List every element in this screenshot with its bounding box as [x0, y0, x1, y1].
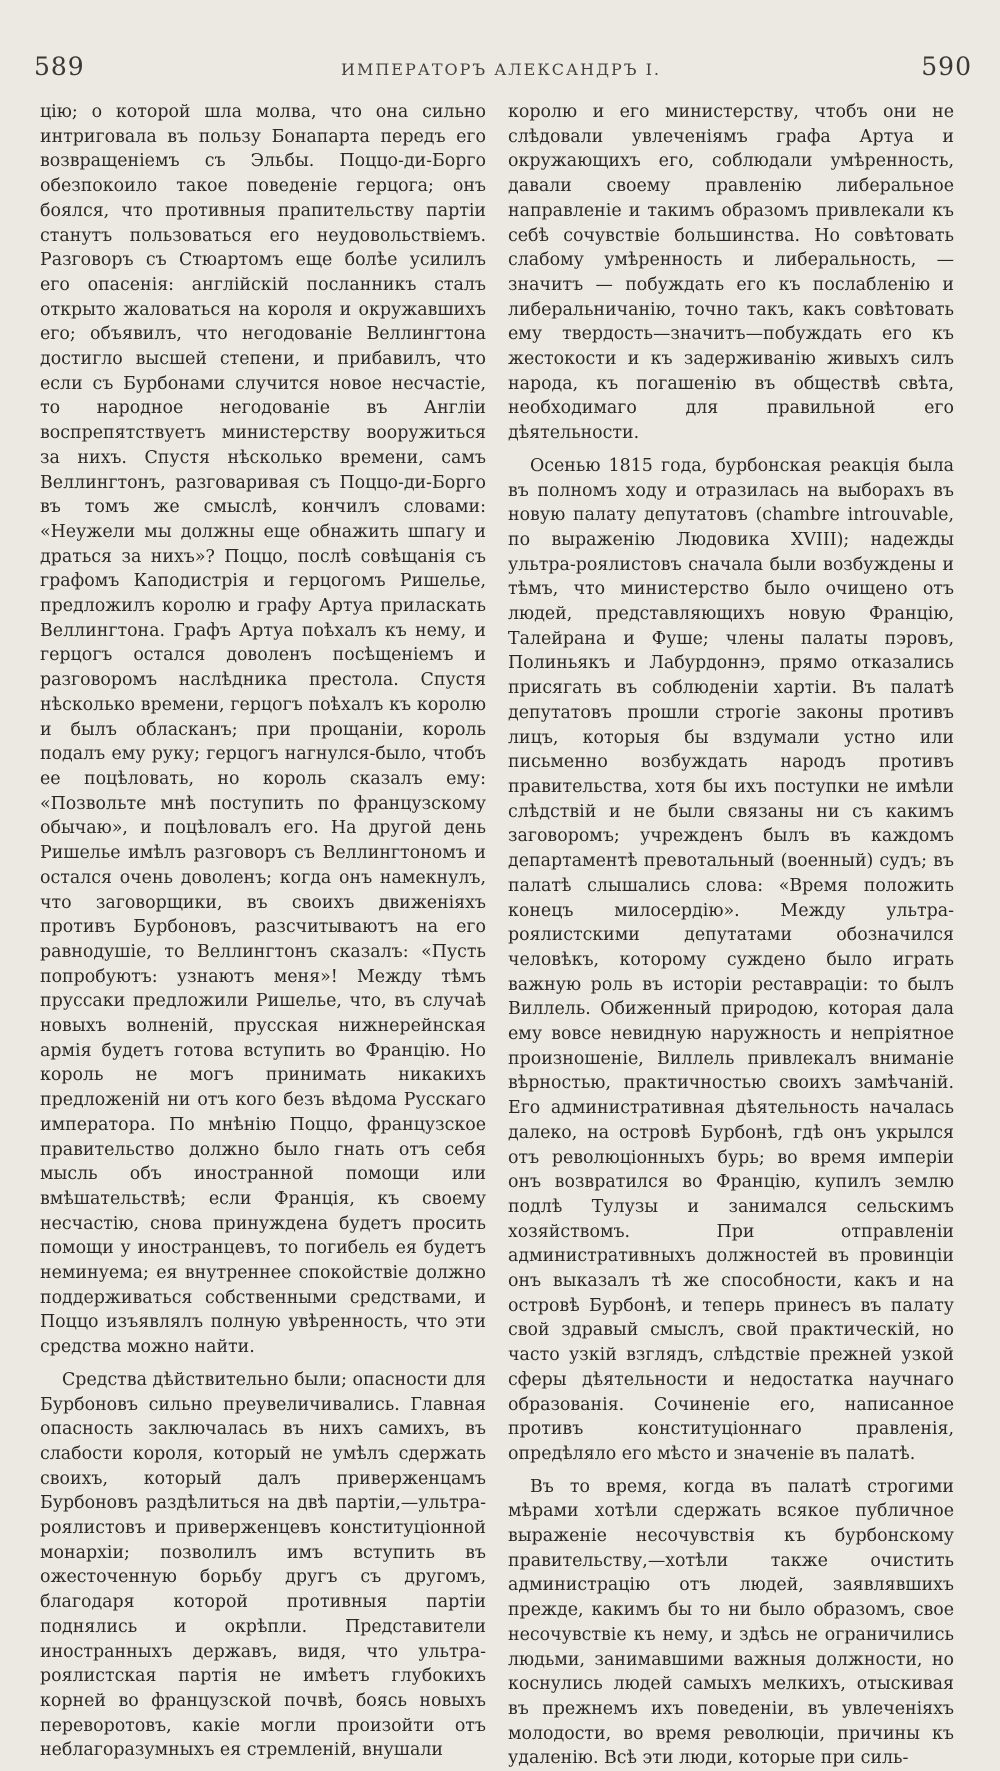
page-number-left: 589 [34, 52, 85, 81]
page-header [30, 52, 972, 92]
text-column-right [508, 100, 954, 1771]
paragraph: Въ то время, когда въ палатѣ строгими мѣрами хотѣли сдержать всякое публичное выраженіе несочувствія къ бурбонскому правительству,—хотѣли также очистить администрацію отъ людей, заявлявшихъ прежде, какимъ бы то ни было образомъ, свое несочувствіе къ нему, и здѣсь не ограничились людьми, занимавшими важныя должности, но коснулись людей самыхъ мелкихъ, отыскивая въ прежнемъ ихъ поведеніи, въ увлеченіяхъ молодости, во время революціи, причины къ удаленію. Всѣ эти люди, которые при силь- [508, 1476, 954, 1769]
paragraph: цію; о которой шла молва, что она сильно интриговала въ пользу Бонапарта передъ его возвращеніемъ съ Эльбы. Поццо-ди-Борго обезпокоило такое поведеніе герцога; онъ боялся, что противныя прапительству партіи станутъ пользоваться его неудовольствіемъ. Разговоръ съ Стюартомъ еще болѣе усилилъ его опасенія: англійскій посланникъ сталъ открыто жаловаться на короля и окружавшихъ его; объявилъ, что негодованіе Веллингтона достигло высшей степени, и прибавилъ, что если съ Бурбонами случится новое несчастіе, то народное негодованіе въ Англіи воспрепятствуетъ министерству вооружиться за нихъ. Спустя нѣсколько времени, самъ Веллингтонъ, разговаривая съ Поццо-ди-Борго въ томъ же смыслѣ, кончилъ словами: «Неужели мы должны еще обнажить шпагу и драться за нихъ»? Поццо, послѣ совѣщанія съ графомъ Каподистрія и герцогомъ Ришелье, предложилъ королю и графу Артуа приласкать Веллингтона. Графъ Артуа поѣхалъ къ нему, и герцогъ остался доволенъ посѣщеніемъ и разговоромъ наслѣдника престола. Спустя нѣсколько времени, герцогъ поѣхалъ къ королю и былъ обласканъ; при прощаніи, король подалъ ему руку; герцогъ нагнулся-было, чтобъ ее поцѣловать, но король сказалъ ему: «Позвольте мнѣ поступить по французскому обычаю», и поцѣловалъ его. На другой день Ришелье имѣлъ разговоръ съ Веллингтономъ и остался очень доволенъ; когда онъ намекнулъ, что заговорщики, въ своихъ движеніяхъ противъ Бурбоновъ, разсчитываютъ на его равнодушіе, то Веллингтонъ сказалъ: «Пусть попробуютъ: узнаютъ меня»! Между тѣмъ пруссаки предложили Ришелье, что, въ случаѣ новыхъ волненій, прусская нижнерейнская армія будетъ готова вступить во Францію. Но король не могъ принимать никакихъ предложеній ни отъ кого безъ вѣдома Русскаго императора. По мнѣнію Поццо, французское правительство должно было гнать отъ себя мысль объ иностранной помощи или вмѣшательствѣ; если Франція, къ своему несчастію, снова принуждена будетъ просить помощи у иностранцевъ, то погибель ея будетъ неминуема; ея внутреннее спокойствіе должно поддерживаться собственными средствами, и Поццо изъявлялъ полную увѣренность, что эти средства можно найти. [40, 102, 486, 1358]
paragraph: королю и его министерству, чтобъ они не слѣдовали увлеченіямъ графа Артуа и окружающихъ его, соблюдали умѣренность, давали своему правленію либеральное направленіе и такимъ образомъ привлекали къ себѣ сочувствіе большинства. Но совѣтовать слабому умѣренность и либеральность, —значитъ — побуждать его къ послабленію и либеральничанію, точно такъ, какъ совѣтовать ему твердость—значитъ—побуждать его къ жестокости и къ задерживанію живыхъ силъ народа, къ погашенію въ обществѣ свѣта, необходимаго для правильной его дѣятельности. [508, 102, 954, 444]
text-column-left [40, 100, 486, 1763]
running-title: ИМПЕРАТОРЪ АЛЕКСАНДРЪ I. [340, 60, 662, 79]
page-number-right: 590 [921, 52, 972, 81]
paragraph: Средства дѣйствительно были; опасности для Бурбоновъ сильно преувеличивались. Главная опасность заключалась въ нихъ самихъ, въ слабости короля, который не умѣлъ сдержать своихъ, который далъ приверженцамъ Бурбоновъ раздѣлиться на двѣ партіи,—ультра-роялистовъ и приверженцевъ конституціонной монархіи; позволилъ имъ вступить въ ожесточенную борьбу другъ съ другомъ, благодаря которой противныя партіи поднялись и окрѣпли. Представители иностранныхъ державъ, видя, что ультра-роялистская партія не имѣетъ глубокихъ корней во французской почвѣ, боясь новыхъ переворотовъ, какіе могли произойти отъ неблагоразумныхъ ея стремленій, внушали [40, 1369, 486, 1761]
paragraph: Осенью 1815 года, бурбонская реакція была въ полномъ ходу и отразилась на выборахъ въ новую палату депутатовъ (chambre introuvable, по выраженію Людовика XVIII); надежды ультра-роялистовъ сначала были возбуждены и тѣмъ, что министерство было очищено отъ людей, представляющихъ новую Францію, Талейрана и Фуше; члены палаты пэровъ, Полиньякъ и Лабурдоннэ, прямо отказались присягать въ соблюденіи хартіи. Въ палатѣ депутатовъ прошли строгіе законы противъ лицъ, которыя бы вздумали устно или письменно возбуждать народъ противъ правительства, хотя бы ихъ поступки не имѣли слѣдствій и не были связаны ни съ какимъ заговоромъ; учрежденъ былъ въ каждомъ департаментѣ превотальный (военный) судъ; въ палатѣ слышались слова: «Время положить конецъ милосердію». Между ультра-роялистскими депутатами обозначился человѣкъ, которому суждено было играть важную роль въ исторіи реставраціи: то былъ Виллель. Обиженный природою, которая дала ему вовсе невидную наружность и непріятное произношеніе, Виллель привлекалъ вниманіе вѣрностью, практичностью своихъ замѣчаній. Его административная дѣятельность началась далеко, на островѣ Бурбонѣ, гдѣ онъ укрылся отъ революціонныхъ бурь; во время имперіи онъ возвратился во Францію, купилъ землю подлѣ Тулузы и занимался сельскимъ хозяйствомъ. При отправленіи административныхъ должностей въ провинціи онъ выказалъ тѣ же способности, какъ и на островѣ Бурбонѣ, и теперь принесъ въ палату свой здравый смыслъ, свой практическій, но часто узкій взглядъ, слѣдствіе прежней узкой сферы дѣятельности и недостатка научнаго образованія. Сочиненіе его, написанное противъ конституціоннаго правленія, опредѣляло его мѣсто и значеніе въ палатѣ. [508, 455, 954, 1464]
